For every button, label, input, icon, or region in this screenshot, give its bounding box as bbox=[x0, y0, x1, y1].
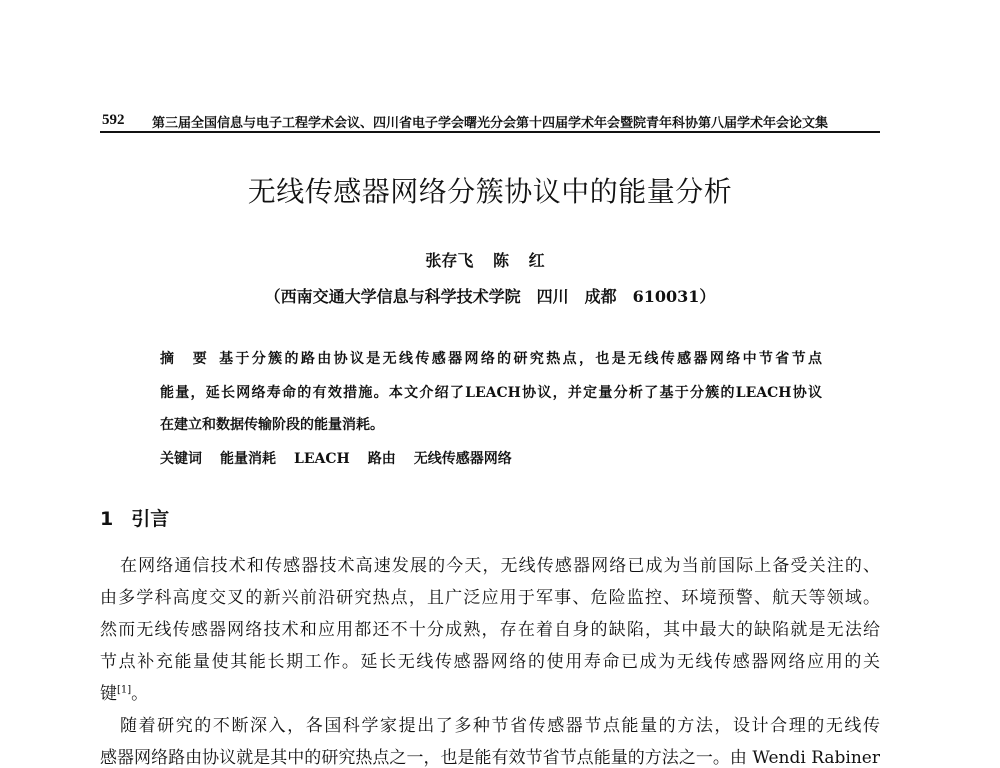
body-line: 由多学科高度交叉的新兴前沿研究热点，且广泛应用于军事、危险监控、环境预警、航天等领域。 bbox=[100, 588, 880, 608]
body-line: 感器网络路由协议就是其中的研究热点之一，也是能有效节省节点能量的方法之一。由 Wendi Rabiner bbox=[100, 748, 880, 768]
abstract-text: 基于分簇的路由协议是无线传感器网络的研究热点，也是无线传感器网络中节省节点 bbox=[219, 351, 822, 367]
body-line: 随着研究的不断深入，各国科学家提出了多种节省传感器节点能量的方法，设计合理的无线传 bbox=[120, 716, 880, 736]
keyword: 无线传感器网络 bbox=[413, 451, 512, 467]
abstract-line bbox=[160, 348, 822, 368]
citation: [1] bbox=[117, 684, 132, 696]
abstract-line: 能量，延长网络寿命的有效措施。本文介绍了LEACH协议，并定量分析了基于分簇的LEACH协议 bbox=[160, 385, 822, 401]
body-line: 然而无线传感器网络技术和应用都还不十分成熟，存在着自身的缺陷，其中最大的缺陷就是无法给 bbox=[100, 620, 880, 640]
paper-title: 无线传感器网络分簇协议中的能量分析 bbox=[247, 175, 733, 208]
authors: 张存飞 陈 红 bbox=[425, 251, 545, 270]
abstract-label: 摘 要 bbox=[160, 351, 210, 367]
body-line: 在网络通信技术和传感器技术高速发展的今天，无线传感器网络已成为当前国际上备受关注的、 bbox=[120, 556, 880, 576]
body-line: 节点补充能量使其能长期工作。延长无线传感器网络的使用寿命已成为无线传感器网络应用的关 bbox=[100, 652, 880, 672]
section-number: 1 bbox=[100, 508, 114, 530]
affiliation: （西南交通大学信息与科学技术学院 四川 成都 610031） bbox=[264, 287, 716, 306]
body-line bbox=[100, 679, 148, 704]
section-heading bbox=[100, 504, 187, 531]
page-number: 592 bbox=[102, 112, 125, 128]
keyword: 能量消耗 bbox=[220, 451, 276, 467]
body-text: 键 bbox=[100, 684, 117, 704]
keyword: LEACH bbox=[294, 451, 350, 467]
keywords bbox=[160, 448, 530, 468]
keyword: 路由 bbox=[367, 451, 396, 467]
running-title: 第三届全国信息与电子工程学术会议、四川省电子学会曙光分会第十四届学术年会暨院青年科协第八届学术年会论文集 bbox=[152, 116, 829, 131]
running-header bbox=[102, 112, 878, 131]
section-title: 引言 bbox=[131, 508, 170, 530]
abstract-line: 在建立和数据传输阶段的能量消耗。 bbox=[160, 417, 384, 433]
header-rule bbox=[100, 131, 880, 133]
body-text: 。 bbox=[131, 684, 149, 704]
keywords-label: 关键词 bbox=[160, 451, 202, 467]
